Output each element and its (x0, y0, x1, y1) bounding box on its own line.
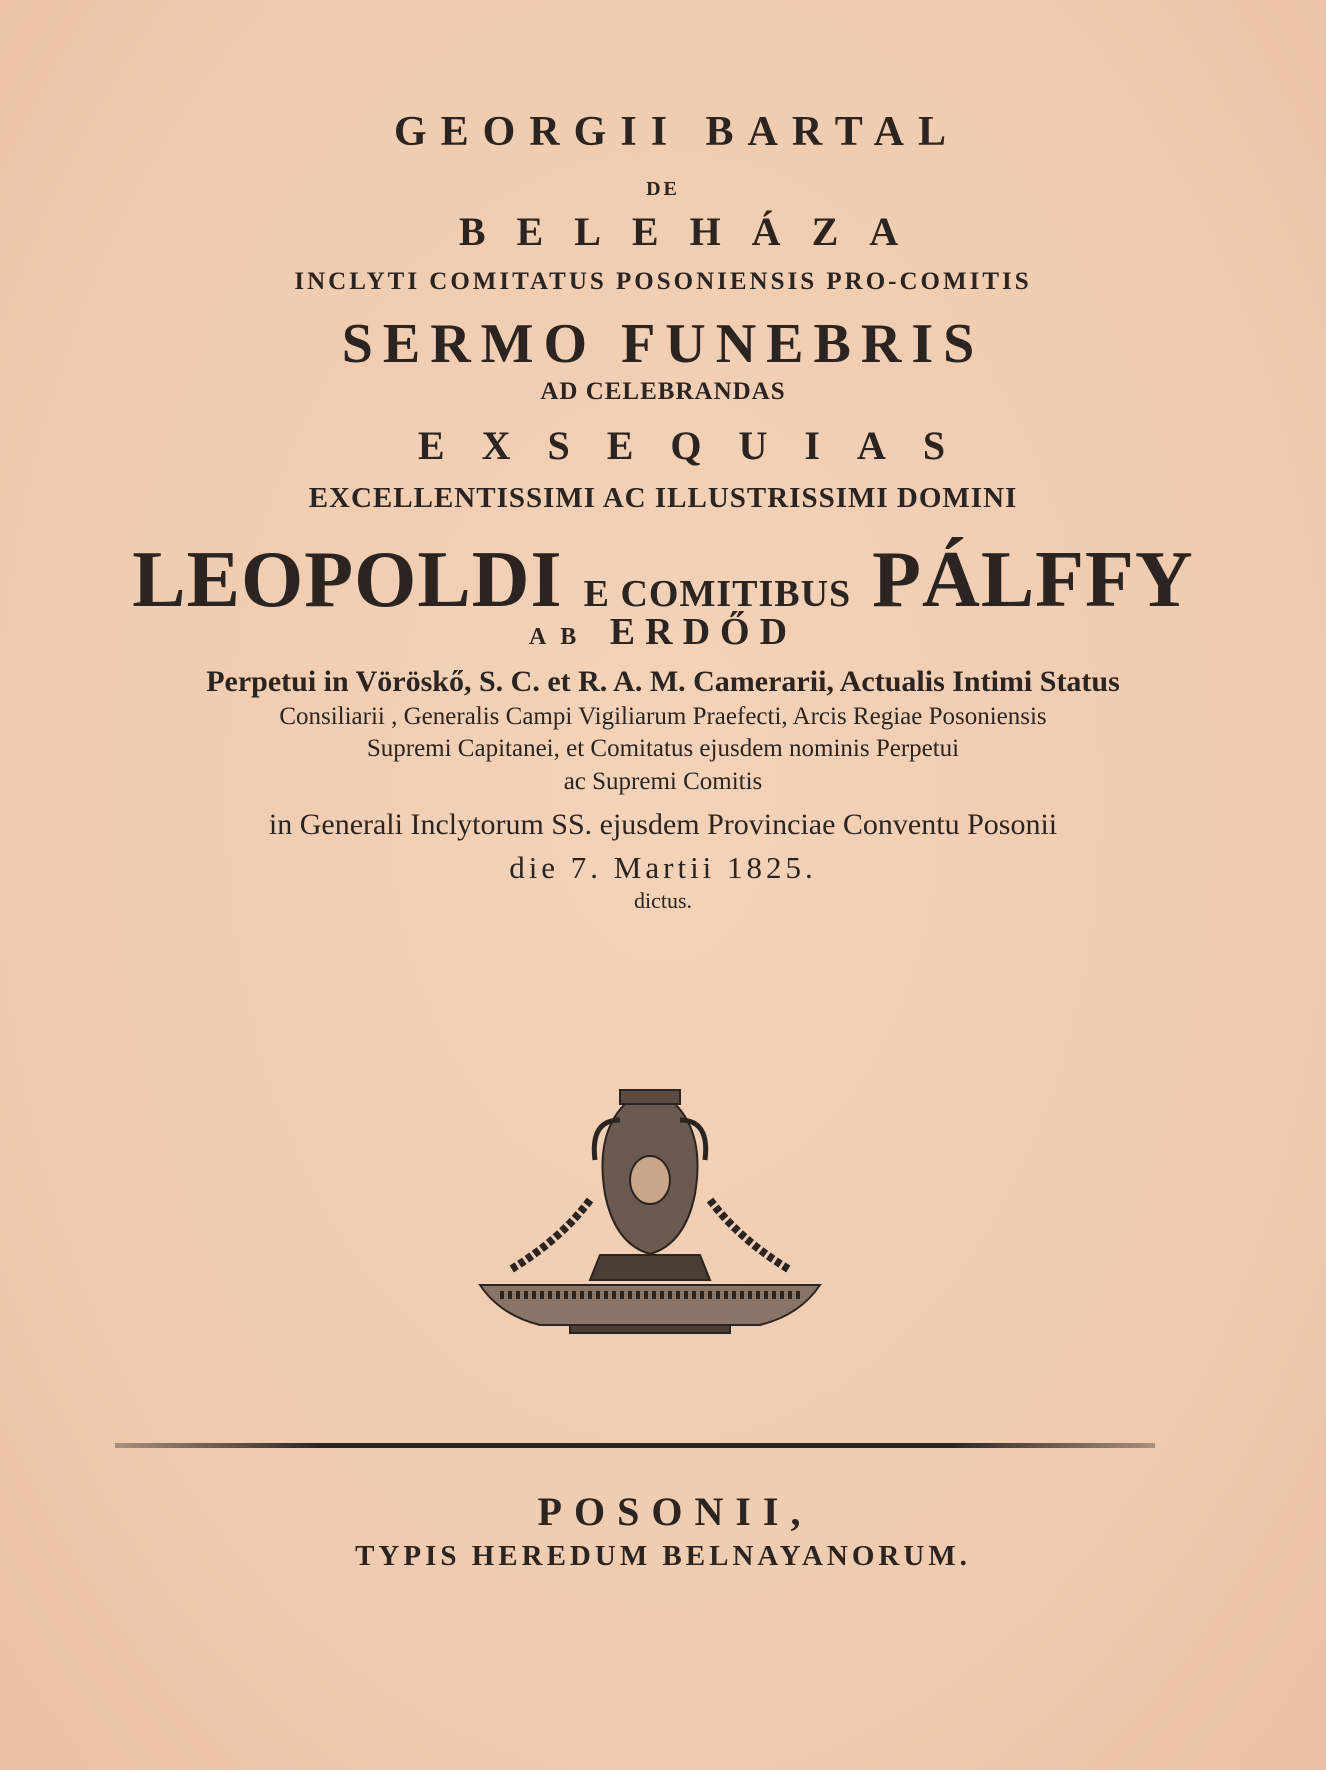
subject-origin (0, 610, 1326, 654)
imprint-city: POSONII, (537, 1489, 813, 1534)
description-line: Consiliarii , Generalis Campi Vigiliarum Praefecti, Arcis Regiae Posoniensis (279, 703, 1047, 730)
description-line: Perpetui in Vöröskő, S. C. et R. A. M. Camerarii, Actualis Intimi Status (206, 665, 1120, 698)
author-office: INCLYTI COMITATUS POSONIENSIS PRO-COMITIS (294, 268, 1032, 295)
occasion: in Generali Inclytorum SS. ejusdem Provinciae Conventu Posonii (268, 808, 1058, 841)
urn-ornament-icon (470, 1080, 830, 1355)
date: die 7. Martii 1825. (509, 850, 817, 885)
main-title: SERMO FUNEBRIS (341, 313, 985, 375)
origin-ab: AB (528, 624, 591, 650)
subject-first-name: LEOPOLDI (132, 536, 563, 624)
author-de: DE (646, 178, 680, 200)
description-line: Supremi Capitanei, et Comitatus ejusdem nominis Perpetui (366, 735, 960, 762)
honorific: EXCELLENTISSIMI AC ILLUSTRISSIMI DOMINI (308, 482, 1018, 514)
subject-name-mid: E COMITIBUS (583, 573, 852, 615)
dictus: dictus. (633, 888, 693, 913)
subtitle-ad: AD CELEBRANDAS (540, 378, 786, 405)
imprint-printer: TYPIS HEREDUM BELNAYANORUM. (355, 1540, 971, 1572)
subject-last-name: PÁLFFY (872, 536, 1194, 624)
subtitle-exsequias: EXSEQUIAS (417, 423, 983, 468)
description-line: ac Supremi Comitis (563, 768, 763, 795)
origin-place: ERDŐD (609, 611, 798, 653)
horizontal-rule (115, 1443, 1155, 1448)
author-place: BELEHÁZA (458, 209, 930, 254)
author-name: GEORGII BARTAL (394, 109, 960, 155)
